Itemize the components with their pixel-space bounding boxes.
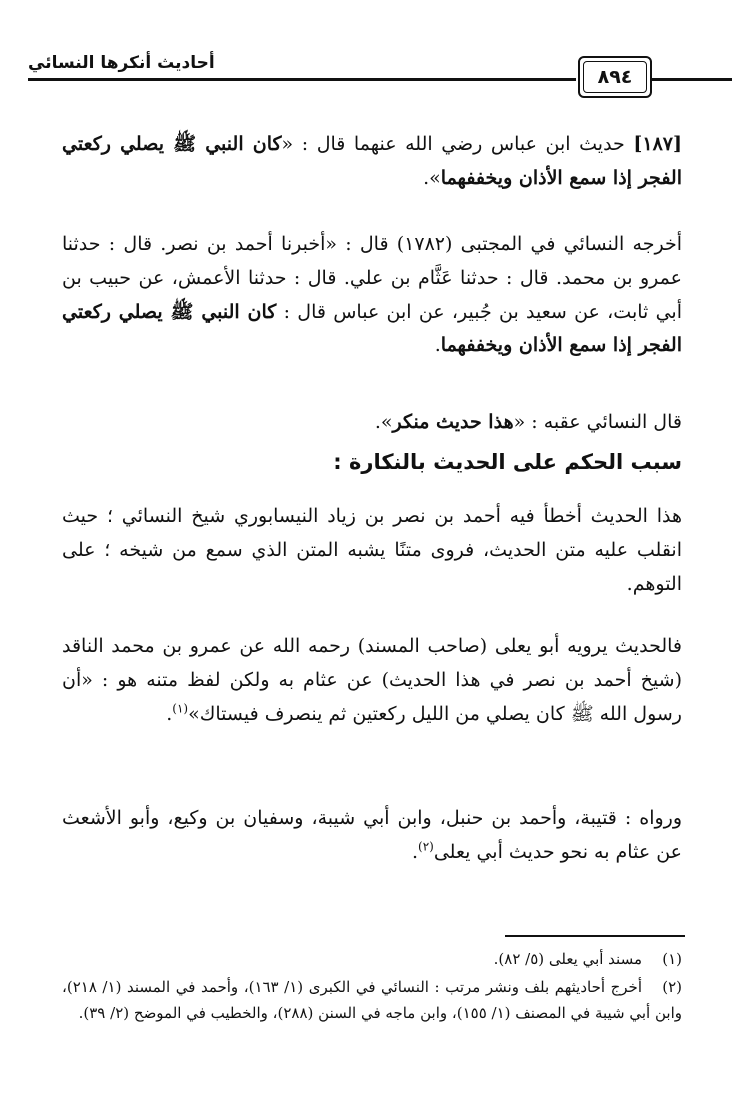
entry-intro: حديث ابن عباس رضي الله عنهما قال : « (281, 133, 634, 155)
paragraph-3 (62, 802, 682, 870)
nasai-comment (62, 406, 682, 440)
takhrij-end: . (434, 334, 441, 357)
paragraph-3-end: . (411, 840, 419, 863)
paragraph-1 (62, 500, 682, 601)
footnote-ref-1: (١) (172, 701, 189, 716)
paragraph-2 (62, 630, 682, 731)
page-number-frame (578, 56, 652, 98)
section-heading: سبب الحكم على الحديث بالنكارة : (333, 450, 682, 474)
entry-close: ». (423, 166, 441, 189)
takhrij-paragraph (62, 228, 682, 363)
running-title: أحاديث أنكرها النسائي (28, 53, 215, 73)
hadith-entry (62, 128, 682, 196)
footnote-2 (62, 974, 682, 1027)
header-rule (28, 78, 576, 81)
paragraph-2-text: فالحديث يرويه أبو يعلى (صاحب المسند) رحمه الله عن عمرو بن محمد الناقد (شيخ أحمد بن نصر في هذا الحديث) عن عثام به ولكن لفظ متنه هو : «أن رسول الله ﷺ كان يصلي من الليل ركعتين ثم ينصرف فيستاك» (62, 635, 682, 725)
footnote-1-text: مسند أبي يعلى (٥/ ٨٢). (493, 950, 642, 968)
entry-number: [١٨٧] (633, 133, 682, 155)
paragraph-3-text: ورواه : قتيبة، وأحمد بن حنبل، وابن أبي شيبة، وسفيان بن وكيع، وأبو الأشعث عن عثام به نحو حديث أبي يعلى (62, 807, 682, 863)
footnote-ref-2: (٢) (418, 839, 434, 854)
paragraph-1-text: هذا الحديث أخطأ فيه أحمد بن نصر بن زياد النيسابوري شيخ النسائي ؛ حيث انقلب عليه متن الحديث، فروى متنًا يشبه المتن الذي سمع من شيخه ؛ على التوهم. (62, 505, 682, 595)
comment-suffix: ». (374, 411, 393, 433)
header-rule-right (650, 78, 732, 81)
footnote-1-marker: (١) (662, 950, 682, 968)
comment-verdict: هذا حديث منكر (392, 411, 514, 433)
footnote-2-marker: (٢) (662, 978, 682, 996)
comment-prefix: قال النسائي عقبه : « (513, 411, 682, 433)
footnote-separator (505, 935, 685, 937)
paragraph-2-end: . (166, 702, 173, 725)
entry-hadith-text: كان النبي ﷺ يصلي ركعتي الفجر إذا سمع الأذان ويخففهما (62, 133, 682, 189)
takhrij-hadith-text: كان النبي ﷺ يصلي ركعتي الفجر إذا سمع الأذان ويخففهما (62, 300, 682, 357)
takhrij-text: أخرجه النسائي في المجتبى (١٧٨٢) قال : «أخبرنا أحمد بن نصر. قال : حدثنا عمرو بن محمد. قال : حدثنا عَثَّام بن علي. قال : حدثنا الأعمش، عن حبيب بن أبي ثابت، عن سعيد بن جُبير، عن ابن عباس قال : (62, 233, 682, 323)
footnote-2-text: أخرج أحاديثهم بلف ونشر مرتب : النسائي في الكبرى (١/ ١٦٣)، وأحمد في المسند (١/ ٢١٨)، وابن أبي شيبة في المصنف (١/ ١٥٥)، وابن ماجه في السنن (٢٨٨)، والخطيب في الموضح (٢/ ٣٩). (62, 978, 682, 1023)
page-number: ٨٩٤ (597, 66, 633, 88)
footnote-1 (62, 946, 682, 972)
